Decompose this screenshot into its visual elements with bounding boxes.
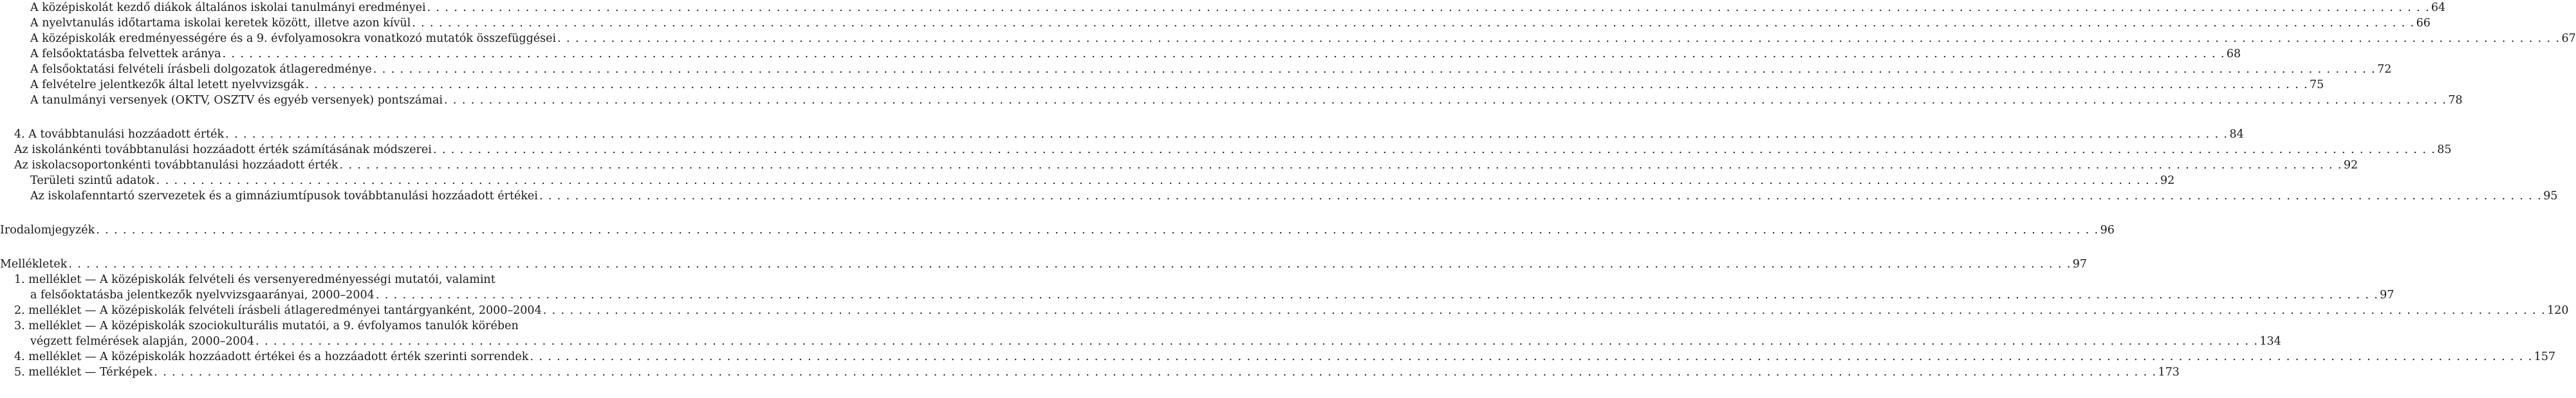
toc-page-number: 72 <box>2377 63 2392 76</box>
toc-dot-leader <box>427 0 2430 16</box>
toc-entry-first-line[interactable] <box>14 318 613 334</box>
toc-page-number: 64 <box>2431 1 2446 14</box>
toc-page-number: 92 <box>2160 174 2175 187</box>
toc-entry-title: a felsőoktatásba jelentkezők nyelvvizsgaarányai, 2000–2004 <box>30 289 375 302</box>
toc-dot-leader <box>96 222 2099 239</box>
toc-dot-leader <box>530 348 2532 365</box>
toc-entry-title: A felvételre jelentkezők által letett nyelvvizsgák <box>30 78 304 91</box>
toc-entry-title: A nyelvtanulás időtartama iskolai keretek között, illetve azon kívül <box>30 17 411 30</box>
toc-entry[interactable] <box>0 222 2115 239</box>
toc-page-number: 67 <box>2561 32 2576 45</box>
toc-dot-leader <box>557 30 2560 47</box>
toc-entry[interactable] <box>14 126 2244 143</box>
toc-page-number: 95 <box>2543 190 2558 203</box>
toc-dot-leader <box>154 364 2156 381</box>
toc-entry-title: Az iskolafenntartó szervezetek és a gimnáziumtípusok továbbtanulási hozzáadott értékei <box>30 190 538 203</box>
toc-page-number: 173 <box>2158 366 2180 379</box>
toc-page-number: 134 <box>2259 335 2281 348</box>
toc-entry[interactable] <box>30 92 2463 109</box>
toc-entry[interactable] <box>14 302 2569 319</box>
toc-entry-title: Területi szintű adatok <box>30 174 155 187</box>
toc-dot-leader <box>156 172 2159 189</box>
toc-page-number: 75 <box>2309 78 2324 91</box>
toc-page-number: 97 <box>2380 289 2395 302</box>
toc-entry-title: végzett felmérések alapján, 2000–2004 <box>30 335 255 348</box>
toc-entry-title: 3. melléklet — A középiskolák szociokulturális mutatói, a 9. évfolyamos tanulók körében <box>14 320 519 332</box>
toc-entry-title: 4. melléklet — A középiskolák hozzáadott értékei és a hozzáadott érték szerinti sorrendek <box>14 350 529 363</box>
toc-entry[interactable] <box>30 0 2446 16</box>
toc-dot-leader <box>539 188 2542 204</box>
toc-entry[interactable] <box>30 77 2324 93</box>
toc-entry[interactable] <box>14 364 2180 381</box>
toc-entry-title: A középiskolák eredményességére és a 9. évfolyamosokra vonatkozó mutatók összefüggései <box>30 32 557 45</box>
toc-page-number: 92 <box>2343 159 2358 172</box>
toc-dot-leader <box>222 46 2225 62</box>
toc-entry-first-line[interactable] <box>14 271 613 288</box>
toc-entry[interactable] <box>30 15 2431 32</box>
toc-dot-leader <box>225 126 2228 143</box>
toc-entry-title: A felsőoktatásba felvettek aránya <box>30 48 221 60</box>
toc-entry-title: A felsőoktatási felvételi írásbeli dolgozatok átlageredménye <box>30 63 372 76</box>
toc-page-number: 68 <box>2226 48 2241 60</box>
toc-entry-title: Az iskolánkénti továbbtanulási hozzáadott érték számításának módszerei <box>14 143 432 156</box>
toc-dot-leader <box>340 157 2342 174</box>
toc-page-number: 120 <box>2547 304 2569 317</box>
toc-entry[interactable] <box>30 46 2241 62</box>
toc-entry-title: 1. melléklet — A középiskolák felvételi és versenyeredményességi mutatói, valamint <box>14 273 496 286</box>
toc-entry-title: Mellékletek <box>0 258 68 271</box>
toc-dot-leader <box>306 77 2308 93</box>
toc-dot-leader <box>433 141 2436 158</box>
toc-entry-title: A középiskolát kezdő diákok általános iskolai tanulmányi eredményei <box>30 1 426 14</box>
toc-entry-title: 2. melléklet — A középiskolák felvételi írásbeli átlageredményei tantárgyanként, 2000–2004 <box>14 304 542 317</box>
toc-entry[interactable] <box>14 141 2452 158</box>
toc-entry-title: A tanulmányi versenyek (OKTV, OSZTV és egyéb versenyek) pontszámai <box>30 94 443 107</box>
toc-entry[interactable] <box>30 188 2558 204</box>
toc-entry[interactable] <box>14 157 2358 174</box>
toc-entry[interactable] <box>30 287 2395 303</box>
toc-page-number: 84 <box>2229 128 2244 141</box>
toc-dot-leader <box>255 333 2258 350</box>
toc-entry-title: 5. melléklet — Térképek <box>14 366 153 379</box>
toc-entry[interactable] <box>30 333 2281 350</box>
toc-page-number: 85 <box>2437 143 2452 156</box>
toc-entry-title: Irodalomjegyzék <box>0 224 95 237</box>
toc-entry[interactable] <box>14 348 2556 365</box>
toc-dot-leader <box>376 287 2378 303</box>
toc-page-number: 97 <box>2072 258 2088 271</box>
toc-entry[interactable] <box>30 30 2576 47</box>
toc-dot-leader <box>412 15 2414 32</box>
toc-entry[interactable] <box>30 172 2175 189</box>
toc-entry-title: 4. A továbbtanulási hozzáadott érték <box>14 128 225 141</box>
toc-page-number: 96 <box>2100 224 2115 237</box>
toc-dot-leader <box>444 92 2447 109</box>
toc-page-number: 157 <box>2534 350 2556 363</box>
toc-entry[interactable] <box>30 61 2392 78</box>
toc-page-number: 66 <box>2416 17 2431 30</box>
toc-dot-leader <box>68 256 2071 273</box>
toc-page-number: 78 <box>2448 94 2463 107</box>
toc-dot-leader <box>543 302 2546 319</box>
toc-dot-leader <box>373 61 2376 78</box>
toc-entry[interactable] <box>0 256 2088 273</box>
toc-entry-title: Az iskolacsoportonkénti továbbtanulási hozzáadott érték <box>14 159 338 172</box>
